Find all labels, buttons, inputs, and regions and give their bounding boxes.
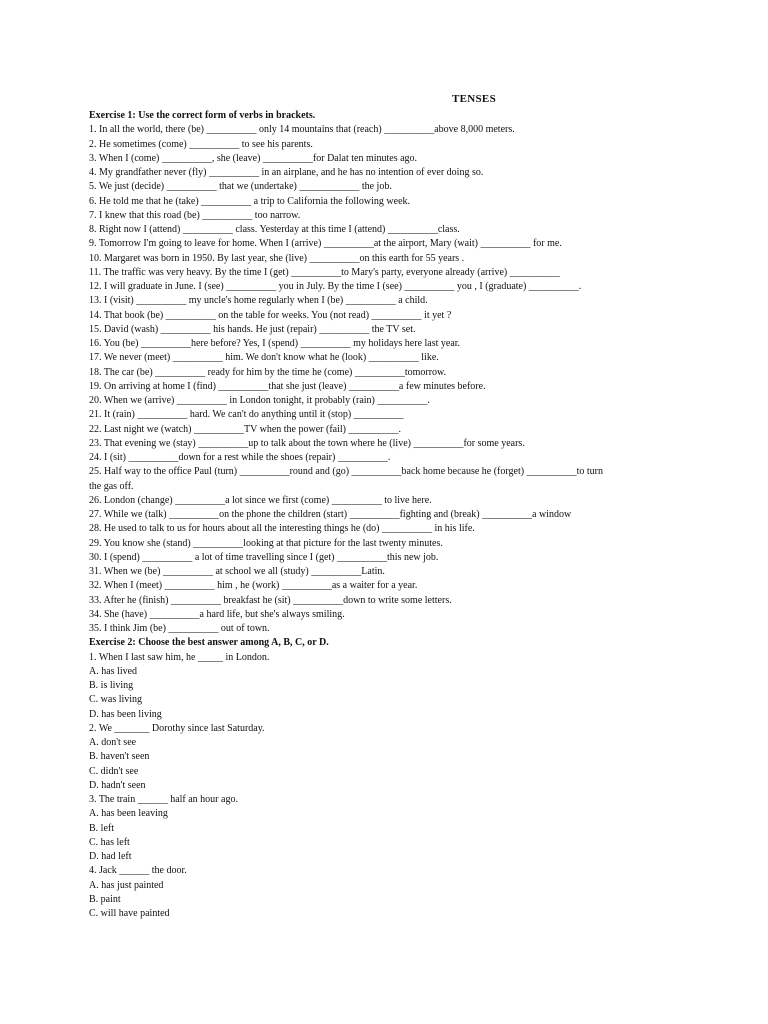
worksheet-line: 7. I knew that this road (be) __________ too narrow. <box>89 209 301 221</box>
worksheet-line: 6. He told me that he (take) __________ a trip to California the following week. <box>89 195 411 207</box>
worksheet-line: 3. When I (come) __________, she (leave) __________for Dalat ten minutes ago. <box>89 152 418 164</box>
worksheet-line: 16. You (be) __________here before? Yes, I (spend) __________ my holidays here last year. <box>89 338 461 349</box>
worksheet-line: 14. That book (be) __________ on the table for weeks. You (not read) __________ it yet ? <box>89 309 452 321</box>
worksheet-line: C. didn't see <box>89 765 139 777</box>
worksheet-line: 11. The traffic was very heavy. By the time I (get) __________to Mary's party, everyone already (arrive) __________ <box>89 266 560 278</box>
worksheet-line: 27. While we (talk) __________on the phone the children (start) __________fighting and (break) __________a window <box>89 509 572 520</box>
worksheet-line: 23. That evening we (stay) __________up to talk about the town where he (live) __________for some years. <box>89 437 525 449</box>
worksheet-line: 28. He used to talk to us for hours about all the interesting things he (do) __________ in his life. <box>89 523 475 535</box>
worksheet-line: 24. I (sit) __________down for a rest while the shoes (repair) __________. <box>89 452 391 463</box>
worksheet-body <box>89 109 689 921</box>
worksheet-line: 22. Last night we (watch) __________TV when the power (fail) __________. <box>89 423 401 435</box>
worksheet-line: 31. When we (be) __________ at school we all (study) __________Latin. <box>89 566 385 577</box>
worksheet-line: 4. Jack ______ the door. <box>89 865 187 877</box>
worksheet-line: 21. It (rain) __________ hard. We can't do anything until it (stop) __________ <box>89 409 404 421</box>
worksheet-line: the gas off. <box>89 480 134 492</box>
worksheet-line: 1. In all the world, there (be) __________ only 14 mountains that (reach) __________above 8,000 meters. <box>89 124 515 136</box>
exercise-heading: Exercise 2: Choose the best answer among A, B, C, or D. <box>89 637 329 649</box>
worksheet-line: 12. I will graduate in June. I (see) __________ you in July. By the time I (see) __________ you , I (graduate) __________. <box>89 281 582 292</box>
exercise-heading: Exercise 1: Use the correct form of verbs in brackets. <box>89 110 316 121</box>
worksheet-line: 3. The train ______ half an hour ago. <box>89 794 238 805</box>
worksheet-line: 17. We never (meet) __________ him. We don't know what he (look) __________ like. <box>89 352 439 364</box>
worksheet-line: 8. Right now I (attend) __________ class. Yesterday at this time I (attend) __________class. <box>89 224 460 235</box>
worksheet-line: 1. When I last saw him, he _____ in London. <box>89 651 270 663</box>
worksheet-line: 32. When I (meet) __________ him , he (work) __________as a waiter for a year. <box>89 580 418 592</box>
worksheet-line: B. is living <box>89 680 134 691</box>
worksheet-line: 2. We _______ Dorothy since last Saturday. <box>89 722 265 734</box>
worksheet-line: A. has just painted <box>89 879 164 891</box>
worksheet-line: 35. I think Jim (be) __________ out of town. <box>89 623 270 634</box>
worksheet-line: 18. The car (be) __________ ready for him by the time he (come) __________tomorrow. <box>89 366 447 378</box>
worksheet-line: B. haven't seen <box>89 751 150 763</box>
worksheet-line: 5. We just (decide) __________ that we (undertake) ____________ the job. <box>89 181 392 193</box>
worksheet-line: 26. London (change) __________a lot since we first (come) __________ to live here. <box>89 494 432 506</box>
worksheet-line: 29. You know she (stand) __________looking at that picture for the last twenty minutes. <box>89 537 443 549</box>
worksheet-line: 2. He sometimes (come) __________ to see his parents. <box>89 138 313 150</box>
worksheet-line: 15. David (wash) __________ his hands. He just (repair) __________ the TV set. <box>89 323 416 335</box>
worksheet-line: 34. She (have) __________a hard life, but she's always smiling. <box>89 608 345 620</box>
worksheet-line: C. has left <box>89 836 130 848</box>
worksheet-line: 33. After he (finish) __________ breakfast he (sit) __________down to write some letters. <box>89 594 452 606</box>
worksheet-line: C. will have painted <box>89 908 170 919</box>
worksheet-line: A. has lived <box>89 665 138 677</box>
worksheet-line: 10. Margaret was born in 1950. By last year, she (live) __________on this earth for 55 years . <box>89 252 465 264</box>
worksheet-line: 4. My grandfather never (fly) __________ in an airplane, and he has no intention of ever doing so. <box>89 167 484 178</box>
worksheet-line: B. left <box>89 822 114 834</box>
worksheet-line: A. has been leaving <box>89 808 168 820</box>
worksheet-line: C. was living <box>89 694 143 706</box>
worksheet-line: D. had left <box>89 851 132 862</box>
worksheet-line: 30. I (spend) __________ a lot of time travelling since I (get) __________this new job. <box>89 551 439 563</box>
worksheet-line: D. has been living <box>89 708 162 720</box>
worksheet-line: 19. On arriving at home I (find) __________that she just (leave) __________a few minutes before. <box>89 380 486 392</box>
worksheet-line: B. paint <box>89 893 121 905</box>
page-title: TENSES <box>452 93 496 105</box>
worksheet-line: 25. Half way to the office Paul (turn) __________round and (go) __________back home because he (forget) __________to turn <box>89 466 603 478</box>
worksheet-line: D. hadn't seen <box>89 779 146 791</box>
worksheet-line: 20. When we (arrive) __________ in London tonight, it probably (rain) __________. <box>89 395 430 406</box>
worksheet-line: A. don't see <box>89 737 137 748</box>
worksheet-line: 13. I (visit) __________ my uncle's home regularly when I (be) __________ a child. <box>89 295 428 307</box>
worksheet-line: 9. Tomorrow I'm going to leave for home. When I (arrive) __________at the airport, Mary (wait) __________ for me. <box>89 238 562 250</box>
